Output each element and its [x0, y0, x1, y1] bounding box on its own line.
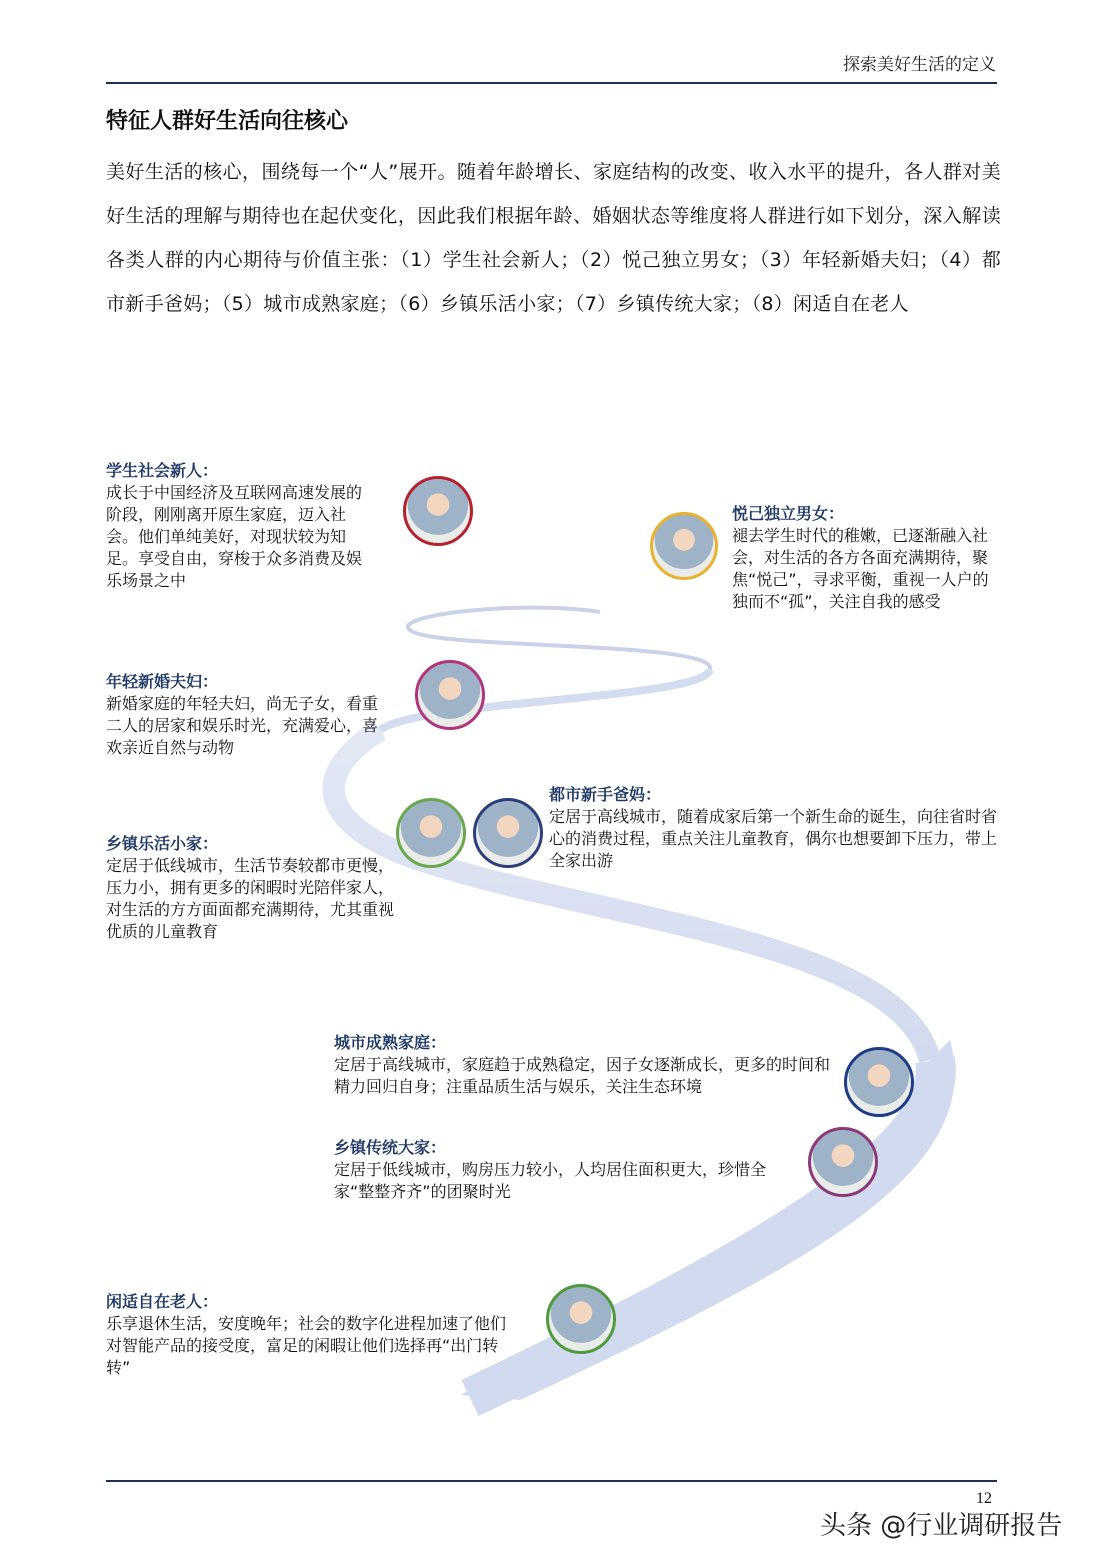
group-newlywed: [106, 671, 386, 759]
group-desc: 定居于低线城市，购房压力较小，人均居住面积更大，珍惜全家“整整齐齐”的团聚时光: [334, 1160, 767, 1201]
group-elderly: [106, 1291, 521, 1379]
group-title: 都市新手爸妈：: [549, 785, 662, 804]
intro-paragraph: 美好生活的核心，围绕每一个“人”展开。随着年龄增长、家庭结构的改变、收入水平的提升，各人群对美好生活的理解与期待也在起伏变化，因此我们根据年龄、婚姻状态等维度将人群进行如下划分，深入解读各类人群的内心期待与价值主张：（1）学生社会新人；（2）悦己独立男女；（3）年轻新婚夫妇；（4）都市新手爸妈；（5）城市成熟家庭；（6）乡镇乐活小家；（7）乡镇传统大家；（8）闲适自在老人: [106, 161, 1001, 315]
group-desc: 定居于高线城市，家庭趋于成熟稳定，因子女逐渐成长，更多的时间和精力回归自身；注重品质生活与娱乐，关注生态环境: [334, 1055, 831, 1096]
group-desc: 乐享退休生活，安度晚年；社会的数字化进程加速了他们对智能产品的接受度，富足的闲暇让他们选择再“出门转转”: [106, 1314, 507, 1377]
group-title: 乡镇传统大家：: [334, 1138, 447, 1157]
group-desc: 定居于低线城市，生活节奏较都市更慢，压力小，拥有更多的闲暇时光陪伴家人，对生活的方方面面都充满期待，尤其重视优质的儿童教育: [106, 856, 395, 941]
town-big-family-avatar: [808, 1127, 878, 1197]
group-title: 学生社会新人：: [106, 461, 219, 480]
page-title: 特征人群好生活向往核心: [106, 109, 349, 134]
elderly-avatar: [546, 1284, 616, 1354]
group-town-big-family: [334, 1137, 804, 1203]
section-header: 探索美好生活的定义: [843, 55, 996, 75]
group-title: 悦己独立男女：: [732, 504, 845, 523]
group-title: 乡镇乐活小家：: [106, 834, 219, 853]
watermark: 头条 @行业调研报告: [820, 1511, 1063, 1541]
group-mature-family: [334, 1032, 839, 1098]
group-desc: 定居于高线城市，随着成家后第一个新生命的诞生，向往省时省心的消费过程，重点关注儿童教育，偶尔也想要卸下压力，带上全家出游: [549, 807, 998, 870]
footer-rule: [106, 1480, 997, 1482]
group-student: [106, 460, 371, 592]
newlywed-avatar: [415, 660, 485, 730]
group-desc: 褪去学生时代的稚嫩，已逐渐融入社会，对生活的各方各面充满期待，聚焦“悦己”，寻求平衡，重视一人户的独而不“孤”，关注自我的感受: [732, 526, 989, 611]
independent-avatar: [650, 512, 718, 580]
group-independent: [732, 503, 997, 613]
group-new-parents: [549, 784, 999, 872]
group-title: 城市成熟家庭：: [334, 1033, 447, 1052]
mature-family-avatar: [844, 1047, 914, 1117]
page-number: 12: [976, 1490, 992, 1507]
group-desc: 新婚家庭的年轻夫妇，尚无子女，看重二人的居家和娱乐时光，充满爱心，喜欢亲近自然与动物: [106, 694, 379, 757]
group-town-small-family: [106, 833, 406, 943]
group-title: 年轻新婚夫妇：: [106, 672, 219, 691]
student-avatar: [403, 476, 473, 546]
group-desc: 成长于中国经济及互联网高速发展的阶段，刚刚离开原生家庭，迈入社会。他们单纯美好，对现状较为知足。享受自由，穿梭于众多消费及娱乐场景之中: [106, 483, 363, 590]
group-title: 闲适自在老人：: [106, 1292, 219, 1311]
town-small-family-avatar: [396, 798, 466, 868]
new-parents-avatar: [473, 798, 543, 868]
